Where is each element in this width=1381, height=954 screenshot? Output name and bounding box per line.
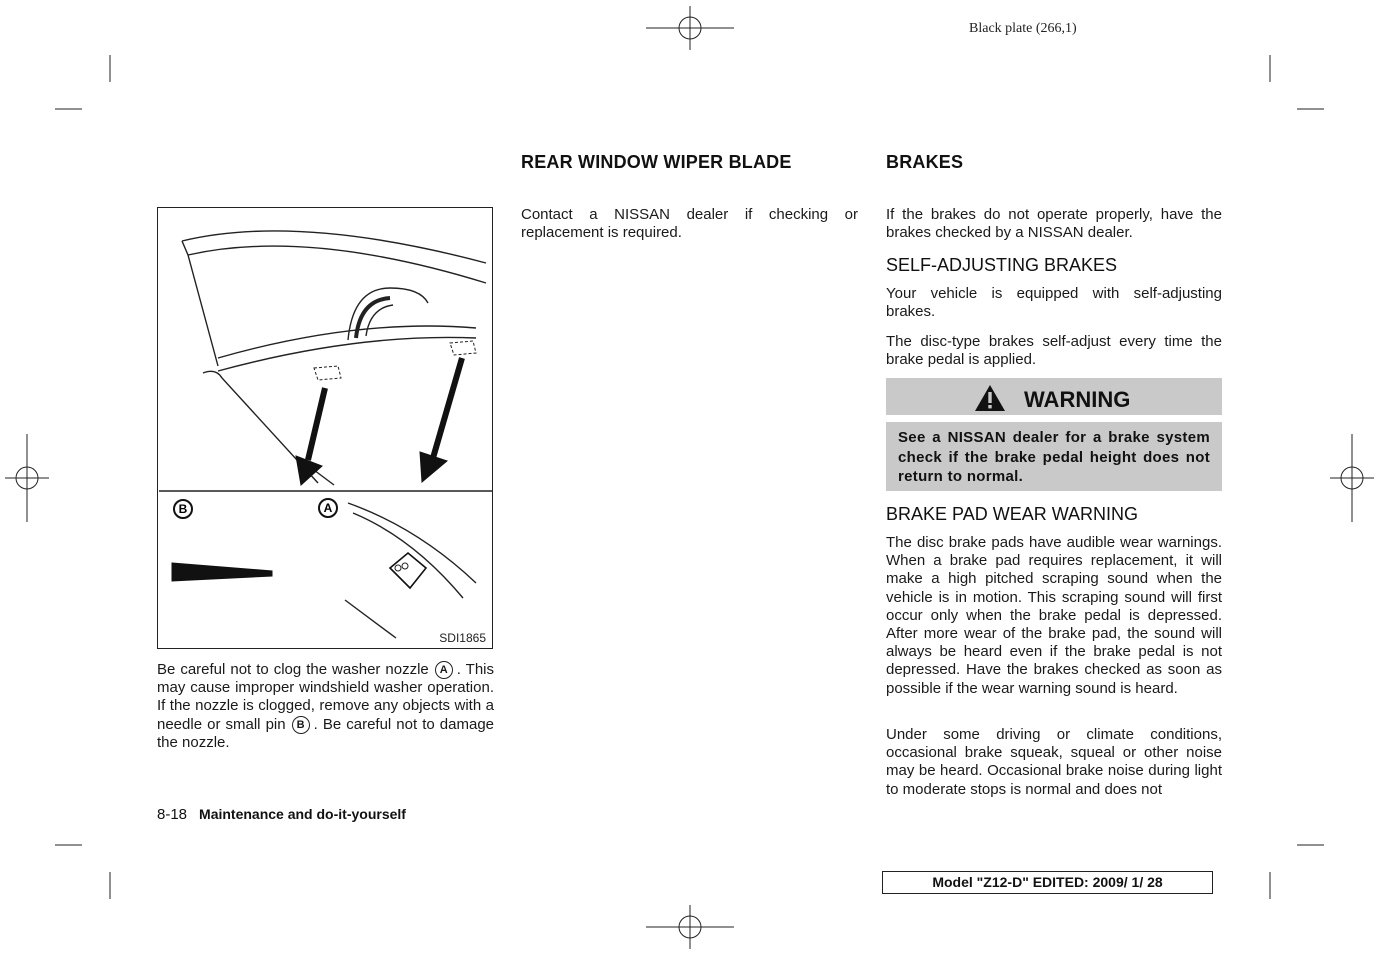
pin-b-marker: B bbox=[292, 716, 310, 734]
warning-banner bbox=[886, 378, 1222, 415]
self-adjusting-text-2: The disc-type brakes self-adjust every time the brake pedal is applied. bbox=[886, 333, 1222, 369]
rear-wiper-text: Contact a NISSAN dealer if checking or replacement is required. bbox=[521, 206, 858, 242]
pad-wear-text-2: Under some driving or climate conditions, occasional brake squeak, squeal or other noise may be heard. Occasional brake noise during light to moderate stops is normal and does not bbox=[886, 726, 1222, 798]
pad-wear-heading: BRAKE PAD WEAR WARNING bbox=[886, 504, 1139, 524]
warning-title: WARNING bbox=[1024, 387, 1131, 412]
nozzle-a-marker: A bbox=[435, 661, 453, 679]
brakes-heading: BRAKES bbox=[886, 152, 964, 172]
warning-triangle-icon bbox=[974, 384, 1006, 412]
caption-part-2: . This may cause improper windshield washer operation. If the nozzle is clogged, remove any objects with a needle or small pin bbox=[157, 661, 494, 733]
rear-wiper-heading: REAR WINDOW WIPER BLADE bbox=[521, 152, 792, 172]
page-number: 8-18 bbox=[157, 806, 188, 823]
figure-label-a: A bbox=[323, 501, 333, 515]
warning-text: See a NISSAN dealer for a brake system check if the brake pedal height does not return to normal. bbox=[898, 429, 1210, 485]
page-footer bbox=[157, 806, 406, 823]
plate-label: Black plate (266,1) bbox=[969, 21, 1077, 36]
brakes-intro: If the brakes do not operate properly, have the brakes checked by a NISSAN dealer. bbox=[886, 206, 1222, 242]
self-adjusting-heading: SELF-ADJUSTING BRAKES bbox=[886, 255, 1118, 275]
figure-label-b: B bbox=[178, 502, 188, 516]
washer-nozzle-caption bbox=[157, 661, 494, 752]
model-edit-box: Model "Z12-D" EDITED: 2009/ 1/ 28 bbox=[882, 871, 1213, 894]
rear-window-drawing bbox=[158, 208, 492, 648]
self-adjusting-text-1: Your vehicle is equipped with self-adjusting brakes. bbox=[886, 285, 1222, 321]
caption-part-1: Be careful not to clog the washer nozzle bbox=[157, 661, 429, 678]
section-title: Maintenance and do-it-yourself bbox=[199, 806, 406, 822]
wiper-nozzle-illustration bbox=[157, 207, 493, 649]
figure-code: SDI1865 bbox=[439, 631, 486, 645]
caption-part-3: . Be careful not to damage the nozzle. bbox=[157, 715, 494, 751]
warning-box bbox=[886, 422, 1222, 491]
pad-wear-text-1: The disc brake pads have audible wear warnings. When a brake pad requires replacement, it will make a high pitched scraping sound when the vehicle is in motion. This scraping sound will first occur only when the brake pedal is depressed. After more wear of the brake pad, the sound will always be heard even if the brake pedal is not depressed. Have the brakes checked as soon as possible if the wear warning sound is heard. bbox=[886, 534, 1222, 697]
